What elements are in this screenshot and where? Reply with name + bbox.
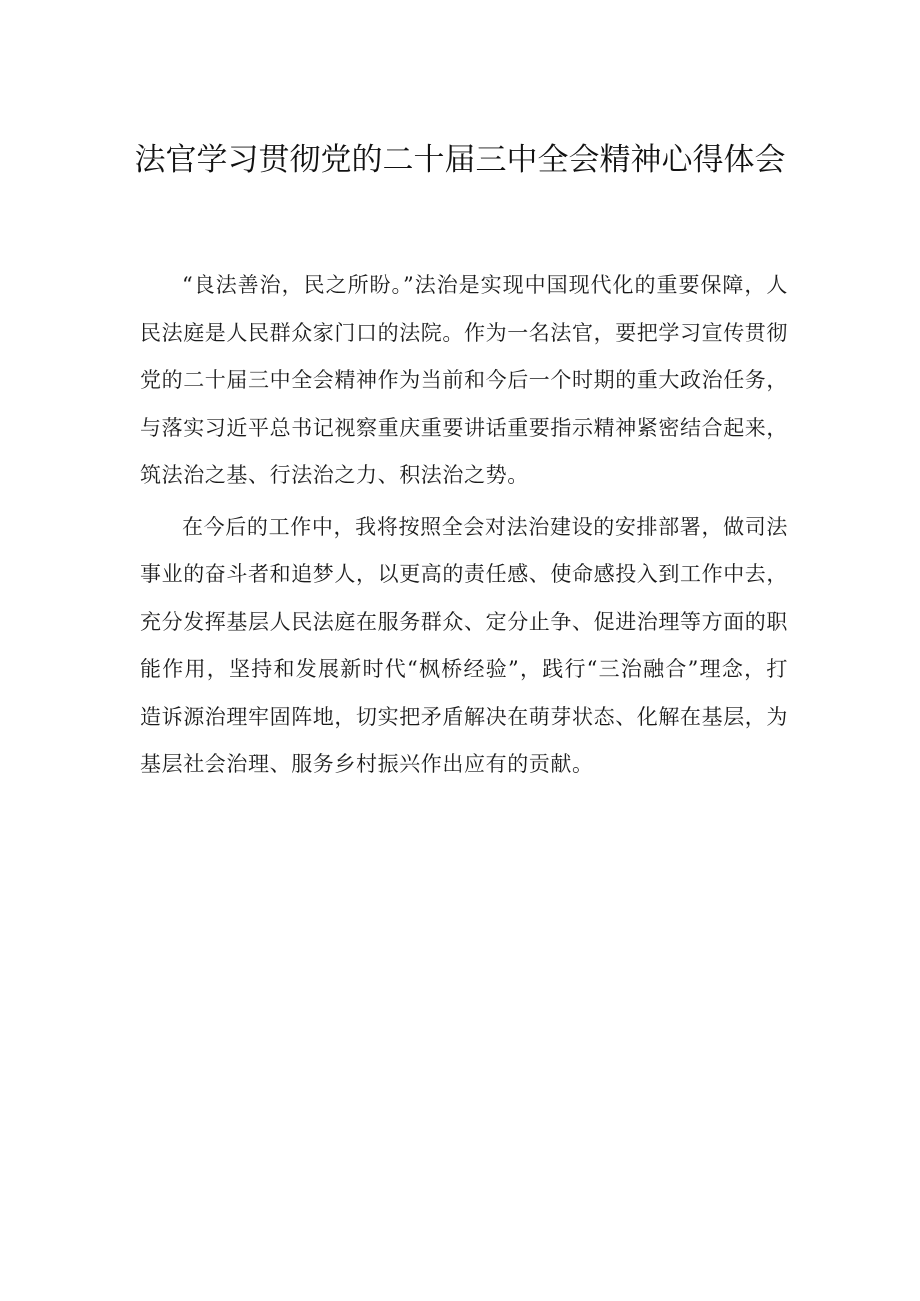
document-title: 法官学习贯彻党的二十届三中全会精神心得体会	[134, 142, 786, 178]
paragraph-1: “良法善治，民之所盼。”法治是实现中国现代化的重要保障，人民法庭是人民群众家门口的法院。作为一名法官，要把学习宣传贯彻党的二十届三中全会精神作为当前和今后一个时期的重大政治任务，与落实习近平总书记视察重庆重要讲话重要指示精神紧密结合起来，筑法治之基、行法治之力、积法治之势。	[140, 273, 788, 487]
document-body	[140, 262, 788, 793]
paragraph-2: 在今后的工作中，我将按照全会对法治建设的安排部署，做司法事业的奋斗者和追梦人，以更高的责任感、使命感投入到工作中去，充分发挥基层人民法庭在服务群众、定分止争、促进治理等方面的职能作用，坚持和发展新时代“枫桥经验”，践行“三治融合”理念，打造诉源治理牢固阵地，切实把矛盾解决在萌芽状态、化解在基层，为基层社会治理、服务乡村振兴作出应有的贡献。	[140, 514, 788, 776]
